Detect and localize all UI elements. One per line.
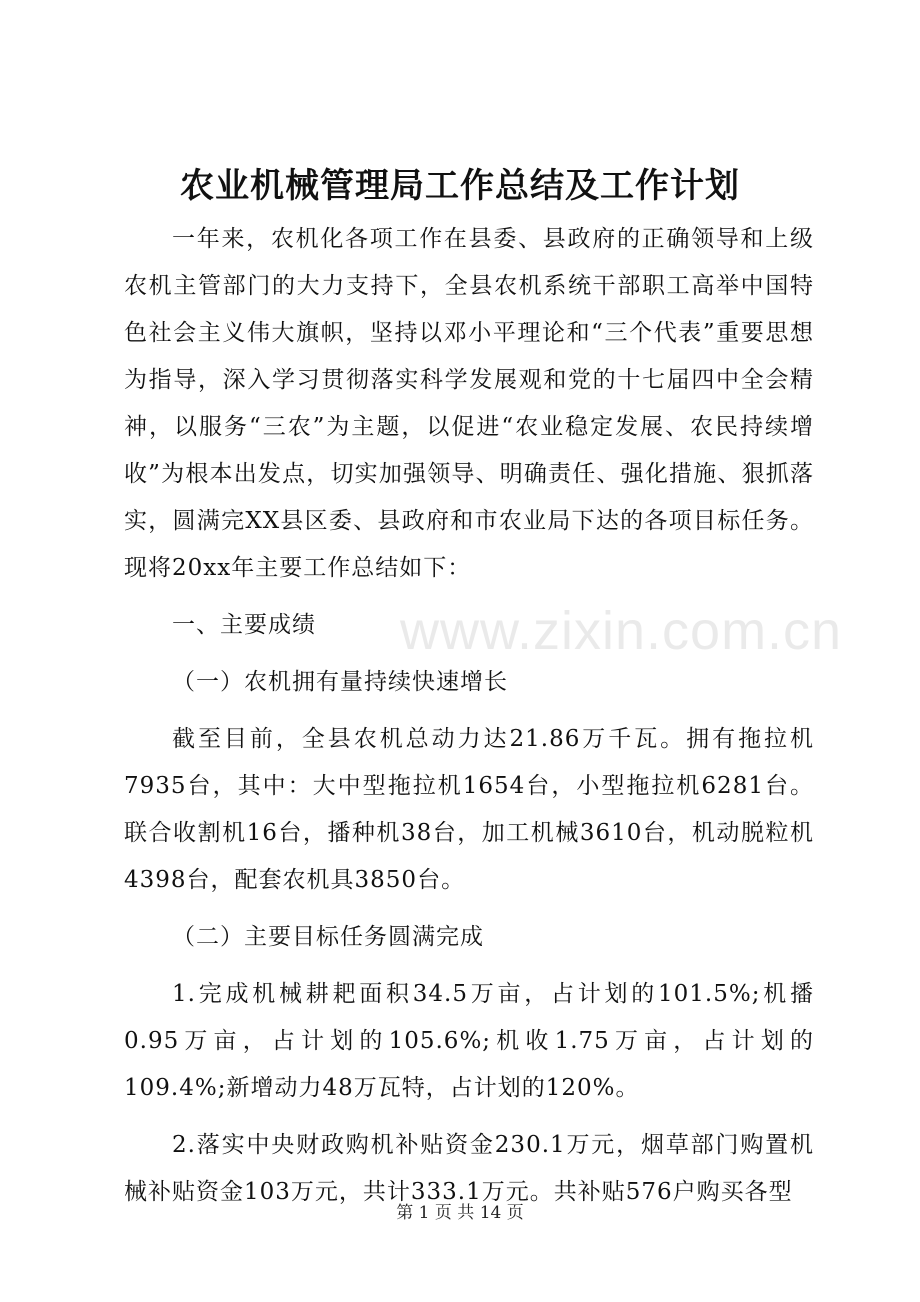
document-body [124,216,814,1216]
target-item-1-paragraph: 1.完成机械耕耙面积34.5万亩，占计划的101.5%;机播0.95万亩，占计划的105.6%;机收1.75万亩，占计划的109.4%;新增动力48万瓦特，占计划的120%。 [124,981,814,1101]
section-heading-achievements: 一、主要成绩 [172,612,316,638]
subsection-heading-targets-completed: （二）主要目标任务圆满完成 [172,924,484,950]
machinery-stats-paragraph: 截至目前，全县农机总动力达21.86万千瓦。拥有拖拉机7935台，其中：大中型拖拉机1654台，小型拖拉机6281台。联合收割机16台，播种机38台，加工机械3610台，机动脱粒机4398台，配套农机具3850台。 [124,726,814,893]
watermark: www.zixin.com.cn [400,601,843,661]
subsection-heading-machinery-growth: （一）农机拥有量持续快速增长 [172,669,508,695]
target-item-2-paragraph: 2.落实中央财政购机补贴资金230.1万元，烟草部门购置机械补贴资金103万元，共计333.1万元。共补贴576户购买各型 [124,1132,814,1205]
intro-paragraph: 一年来，农机化各项工作在县委、县政府的正确领导和上级农机主管部门的大力支持下，全县农机系统干部职工高举中国特色社会主义伟大旗帜，坚持以邓小平理论和“三个代表”重要思想为指导，深入学习贯彻落实科学发展观和党的十七届四中全会精神，以服务“三农”为主题，以促进“农业稳定发展、农民持续增收”为根本出发点，切实加强领导、明确责任、强化措施、狠抓落实，圆满完XX县区委、县政府和市农业局下达的各项目标任务。现将20xx年主要工作总结如下： [124,226,814,581]
document-title: 农业机械管理局工作总结及工作计划 [180,166,740,206]
page-number-footer: 第 1 页 共 14 页 [396,1203,524,1223]
